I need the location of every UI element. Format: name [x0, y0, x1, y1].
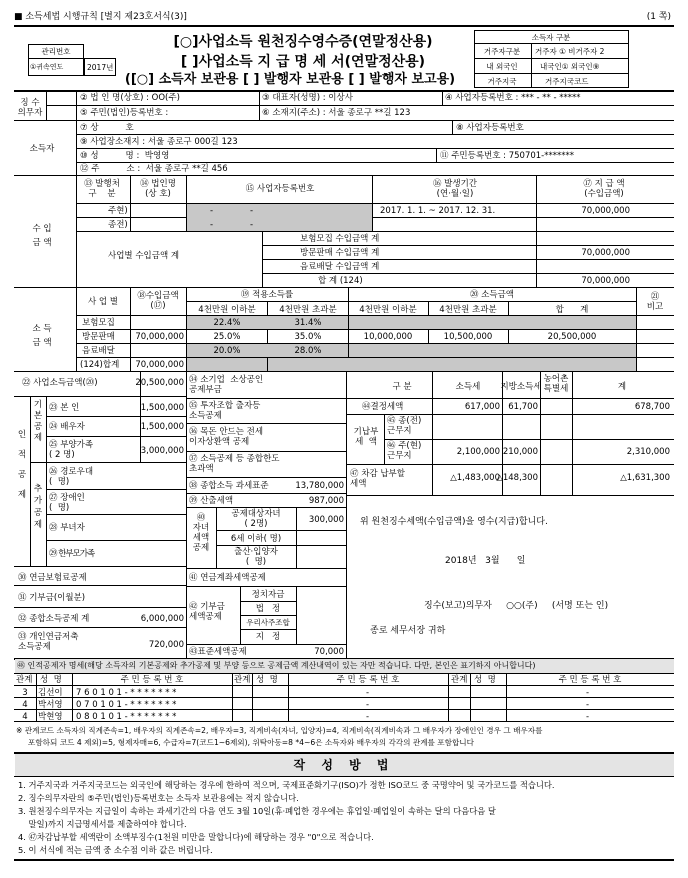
business-income-label: ㉒ 사업소득금액(⑳) [22, 378, 98, 388]
pension-savings-label: ㉝ 개인연금저축 소득공제 [18, 632, 79, 652]
previous-workplace-label: ㊺ 종(전) 근무지 [387, 416, 422, 436]
dependent-name: 박현영 [38, 712, 63, 722]
under-six-label: 6세 이하( 명) [230, 534, 282, 544]
method-item: 말일)까지 지급명세서를 제출하여야 합니다. [18, 819, 187, 829]
attribution-year-value: 2017년 [87, 63, 114, 72]
prepaid-total-tax: 2,310,000 [626, 447, 670, 457]
resident-type-label: 거주자구분 [483, 47, 521, 56]
relation-header: 관계 [234, 675, 251, 685]
calculated-tax-amount: 987,000 [308, 496, 344, 506]
gross-row-name: (124)합계 [80, 360, 120, 370]
standard-credit-label: ㊸표준세액공제 [189, 647, 247, 657]
relation-header: 관계 [451, 675, 468, 685]
gross-row-rate2: 28.0% [294, 346, 322, 356]
id-dash: - [586, 712, 590, 722]
writing-method-title: 작 성 방 법 [293, 758, 395, 772]
resident-type-value: 거주자 ① 비거주자 2 [535, 47, 605, 56]
id-dash: - [586, 700, 590, 710]
basic-deduction-side: 기 본 공 제 [33, 400, 43, 443]
personal-deduction-title: ㊽ 인적공제자 명세(해당 소득자의 기본공제와 추가공제 및 부양 등으로 공제금액 계산내역이 있는 자만 적습니다. 다만, 본인은 표기하지 아니합니다) [17, 661, 536, 670]
form-reference: ■ 소득세법 시행규칙 [별지 제23호서식(3)] [14, 12, 187, 22]
gross-row-income2: 10,500,000 [443, 332, 493, 342]
total-income-deduction-amount: 6,000,000 [140, 614, 184, 624]
relation-code-note-2: 포함하되 코드 4 제외)=5, 형제자매=6, 수급자=7(코드1~6제외), 위탁아동=8 *4~6은 소득자와 배우자의 각각의 관계를 포함합니다 [28, 738, 474, 747]
tax-base-label: ㊳ 종합소득 과세표준 [189, 481, 269, 491]
gross-section-label: 소 득 금 액 [32, 324, 52, 348]
determined-total-tax: 678,700 [634, 402, 670, 412]
dependent-relation: 4 [22, 712, 28, 722]
rate-over-40m-header: 4천만원 초과분 [279, 305, 337, 315]
business-reg-number-field: ④ 사업자등록번호 : *** - ** - ***** [445, 93, 581, 103]
dependent-relation: 4 [22, 700, 28, 710]
relation-header: 관계 [16, 675, 33, 685]
single-woman-label: ㉘ 부녀자 [49, 523, 85, 533]
due-income-tax: △1,483,000 [450, 473, 500, 483]
donation-carryover-label: ㉛ 기부금(이월분) [18, 593, 86, 603]
pension-insurance-label: ㉚ 연금보험료공제 [18, 573, 87, 583]
earner-trade-name: ⑦ 상 호 [80, 123, 134, 133]
elderly-label: ㉖ 경로우대 ( 명) [49, 467, 94, 487]
dependent-name: 박서영 [38, 700, 63, 710]
corporate-id-field: ⑤ 주민(법인)등록번호 : [80, 108, 169, 118]
earner-resident-number: ⑪ 주민등록번호 : 750701-******* [440, 151, 575, 161]
gross-row-name: 음료배달 [82, 346, 115, 356]
child-count-label: 공제대상자녀 ( 2명) [231, 509, 281, 529]
payment-header: ⑰ 지 급 액 (수입금액) [583, 179, 625, 199]
gross-row-rate1: 25.0% [213, 332, 241, 342]
id-header: 주 민 등 록 번 호 [120, 675, 184, 685]
name-header: 성 명 [40, 675, 62, 685]
nationality-value: 내국인① 외국인⑨ [540, 62, 600, 71]
dependents-amount: 3,000,000 [140, 446, 184, 456]
residence-country-label: 거주지국 [487, 77, 517, 86]
additional-deduction-side: 추 가 공 제 [33, 484, 43, 530]
tax-sum-header: 계 [617, 382, 627, 392]
revenue-header: ⑱수입금액 (⑰) [137, 291, 179, 311]
determined-income-tax: 617,000 [464, 402, 500, 412]
income-tax-header: 소득세 [455, 382, 481, 392]
tax-type-header: 구 분 [392, 382, 412, 392]
current-workplace-label: ㊻ 주(현) 근무지 [387, 441, 422, 461]
pension-account-credit-label: ㊶ 연금계좌세액공제 [189, 573, 266, 583]
income-under-40m-header: 4천만원 이하분 [359, 305, 417, 315]
earner-section-label: 소득자 [29, 144, 55, 154]
small-business-label: ㉞ 소기업 소상공인 공제부금 [189, 375, 264, 395]
previous-payer-label: 종전) [108, 220, 128, 230]
due-local-tax: △148,300 [496, 473, 538, 483]
method-item: 2. 징수의무자란의 ⑤주민(법인)등록번호는 소득자 보관용에는 적지 않습니다. [18, 793, 299, 803]
reg-dash-4: - [250, 220, 254, 230]
earner-address: ⑫ 주 소 : 서울 종로구 **길 456 [80, 164, 228, 174]
title-receipt: [○]사업소득 원천징수영수증(연말정산용) [173, 34, 433, 50]
prepaid-local-tax: 210,000 [502, 447, 538, 457]
excess-deduction-label: ㊲ 소득공제 등 종합한도 초과액 [189, 454, 280, 474]
tax-due-label: ㊼ 차감 납부할 세액 [350, 469, 405, 489]
dependent-id: 0 8 0 1 0 1 - * * * * * * * [76, 712, 177, 722]
calculated-tax-label: ㊴ 산출세액 [189, 496, 234, 506]
determined-tax-label: ㊹결정세액 [362, 402, 404, 412]
reg-dash-1: - [210, 206, 214, 216]
remarks-header: ㉑ 비고 [646, 292, 664, 312]
political-fund-label: 정치자금 [251, 590, 285, 600]
corporate-name-field: ② 법 인 명(상호) : OO(주) [80, 93, 180, 103]
dependent-relation: 3 [22, 688, 28, 698]
relation-code-note-1: ※ 관계코드 소득자의 직계존속=1, 배우자의 직계존속=2, 배우자=3, 직계비속(자녀, 입양자)=4, 직계비속(직계비속과 그 배우자가 장애인인 경우 그 배우자를 [16, 726, 543, 735]
current-period: 2017. 1. 1. ~ 2017. 12. 31. [380, 206, 496, 216]
gross-row-income1: 10,000,000 [363, 332, 413, 342]
resident-title: 소득자 구분 [531, 33, 571, 42]
gross-row-rate2: 35.0% [294, 332, 322, 342]
gross-row-name: 방문판매 [82, 332, 115, 342]
shaded-reg-cells [187, 204, 372, 231]
method-item: 3. 원천징수의무자는 지급일이 속하는 과세기간의 다음 연도 3월 10일(휴·폐업한 경우에는 휴업일·폐업일이 속하는 달의 다음다음 달 [18, 806, 496, 816]
withholder-section-label: 징 수 의무자 [17, 98, 43, 118]
gross-row-name: 보험모집 [82, 318, 115, 328]
business-type-header: 사 업 별 [87, 297, 119, 307]
local-tax-header: 지방소득세 [500, 382, 542, 392]
nationality-label: 내 외국인 [486, 62, 518, 71]
income-over-40m-header: 4천만원 초과분 [439, 305, 497, 315]
prepaid-tax-label: 기납부 세 액 [353, 427, 379, 447]
name-header: 성 명 [256, 675, 278, 685]
personal-deduction-side: 인 적 공 제 [17, 430, 27, 500]
residence-country-code-label: 거주지국코드 [545, 77, 589, 86]
spouse-deduction-label: ㉔ 배우자 [49, 422, 85, 432]
gross-row-rate1: 22.4% [213, 318, 241, 328]
visiting-sales-income-amount: 70,000,000 [581, 248, 630, 258]
method-item: 1. 거주지국과 거주지국코드는 외국인에 해당하는 경우에 한하여 적으며, 국제표준화기구(ISO)가 정한 ISO코드 중 국명약어 및 국가코드를 적습니다. [18, 780, 555, 790]
earner-business-reg-number: ⑧ 사업자등록번호 [456, 123, 524, 133]
by-type-income-label: 사업별 수입금액 계 [108, 251, 180, 261]
id-header: 주 민 등 록 번 호 [558, 675, 622, 685]
dependent-name: 김선이 [38, 688, 63, 698]
earner-workplace: ⑨ 사업장소재지 : 서울 종로구 000길 123 [80, 137, 238, 147]
id-dash: - [586, 688, 590, 698]
rate-under-40m-header: 4천만원 이하분 [198, 305, 256, 315]
issuer-type-header: ⑬ 발행처 구 분 [84, 179, 120, 199]
self-deduction-label: ㉓ 본 인 [49, 403, 80, 413]
receipt-statement: 위 원천징수세액(수입금액)을 영수(지급)합니다. [360, 517, 548, 527]
tax-base-amount: 13,780,000 [295, 481, 344, 491]
business-income-amount: 20,500,000 [135, 378, 184, 388]
reg-dash-3: - [210, 220, 214, 230]
income-sum-header: 합 계 [555, 305, 589, 315]
lease-interest-label: ㊱ 목돈 안드는 전세 이자상환액 공제 [189, 427, 264, 447]
pension-savings-amount: 720,000 [148, 640, 184, 650]
withholder-signature-line: 징수(보고)의무자 ○○(주) (서명 또는 인) [424, 601, 609, 611]
period-header: ⑯ 발생기간 (연·월·일) [432, 179, 478, 199]
esop-donation-label: 우리사주조합 [246, 618, 290, 627]
reg-dash-2: - [250, 206, 254, 216]
id-dash: - [366, 700, 370, 710]
spouse-deduction-amount: 1,500,000 [140, 422, 184, 432]
address-field: ⑥ 소재지(주소) : 서울 종로구 **길 123 [262, 108, 411, 118]
business-reg-header: ⑮ 사업자등록번호 [245, 184, 315, 194]
dependent-id: 0 7 0 1 0 1 - * * * * * * * [76, 700, 177, 710]
birth-adoption-label: 출산·입양자 ( 명) [234, 547, 278, 567]
title-statement: [ ]사업소득 지 급 명 세 서(연말정산용) [180, 54, 426, 70]
child-credit-amount: 300,000 [308, 515, 344, 525]
standard-credit-amount: 70,000 [314, 647, 344, 657]
gross-row-rate2: 31.4% [294, 318, 322, 328]
single-parent-label: ㉙ 한부모가족 [49, 549, 95, 559]
dependents-label: ㉕ 부양가족 ( 2 명) [49, 440, 94, 460]
insurance-income-label: 보험모집 수입금액 계 [300, 234, 380, 244]
donation-credit-label: ㊷ 기부금 세액공제 [189, 602, 225, 622]
child-credit-label: ㊵ 자녀 세액 공제 [192, 513, 210, 553]
visiting-sales-income-label: 방문판매 수입금액 계 [300, 248, 380, 258]
disabled-label: ㉗ 장애인 ( 명) [49, 493, 85, 513]
gross-row-amount: 70,000,000 [135, 332, 184, 342]
representative-field: ③ 대표자(성명) : 이상사 [262, 93, 353, 103]
management-number-label: 관리번호 [41, 47, 71, 56]
payer-name-header: ⑭ 법인명 (상 호) [140, 179, 176, 199]
income-amount-header: ⑳ 소득금액 [469, 290, 515, 300]
attribution-year-label: ①귀속연도 [30, 63, 64, 71]
due-total-tax: △1,631,300 [620, 473, 670, 483]
page-number: (1 쪽) [646, 12, 671, 22]
prepaid-income-tax: 2,100,000 [456, 447, 500, 457]
name-header: 성 명 [474, 675, 496, 685]
self-deduction-amount: 1,500,000 [140, 403, 184, 413]
gross-row-rate1: 20.0% [213, 346, 241, 356]
gross-row-amount: 70,000,000 [135, 360, 184, 370]
dependent-id: 7 6 0 1 0 1 - * * * * * * * [76, 688, 177, 698]
id-header: 주 민 등 록 번 호 [336, 675, 400, 685]
receipt-date: 2018년 3월 일 [445, 556, 526, 566]
delivery-income-label: 음료배달 수입금액 계 [300, 262, 380, 272]
current-payment-amount: 70,000,000 [581, 206, 630, 216]
addressee: 종로 세무서장 귀하 [370, 626, 446, 636]
current-payer-label: 주현) [108, 206, 128, 216]
income-total-label: 합 계 (124) [318, 276, 363, 286]
applied-rate-header: ⑲ 적용소득률 [240, 290, 294, 300]
total-income-deduction-label: ㉜ 종합소득공제 계 [18, 614, 90, 624]
method-item: 4. ㊼차감납부할 세액란이 소액부징수(1천원 미만을 말합니다)에 해당하는 경우 "0"으로 적습니다. [18, 832, 374, 842]
top-rule [14, 25, 674, 27]
earner-name: ⑩ 성 명 : 박영영 [80, 151, 170, 161]
id-dash: - [366, 712, 370, 722]
title-copy-type: ([○] 소득자 보관용 [ ] 발행자 보관용 [ ] 발행자 보고용) [124, 72, 456, 87]
id-dash: - [366, 688, 370, 698]
income-total-amount: 70,000,000 [581, 276, 630, 286]
statutory-donation-label: 법 정 [255, 604, 281, 614]
investment-deduction-label: ㉟ 투자조합 출자등 소득공제 [189, 401, 261, 421]
method-item: 5. 이 서식에 적는 금액 중 소수점 이하 값은 버립니다. [18, 845, 213, 855]
determined-local-tax: 61,700 [508, 402, 538, 412]
gross-row-sum: 20,500,000 [547, 332, 597, 342]
income-section-label: 수 입 금 액 [32, 224, 52, 248]
designated-donation-label: 지 정 [255, 632, 281, 642]
rural-tax-header: 농어촌 특별세 [543, 374, 569, 394]
